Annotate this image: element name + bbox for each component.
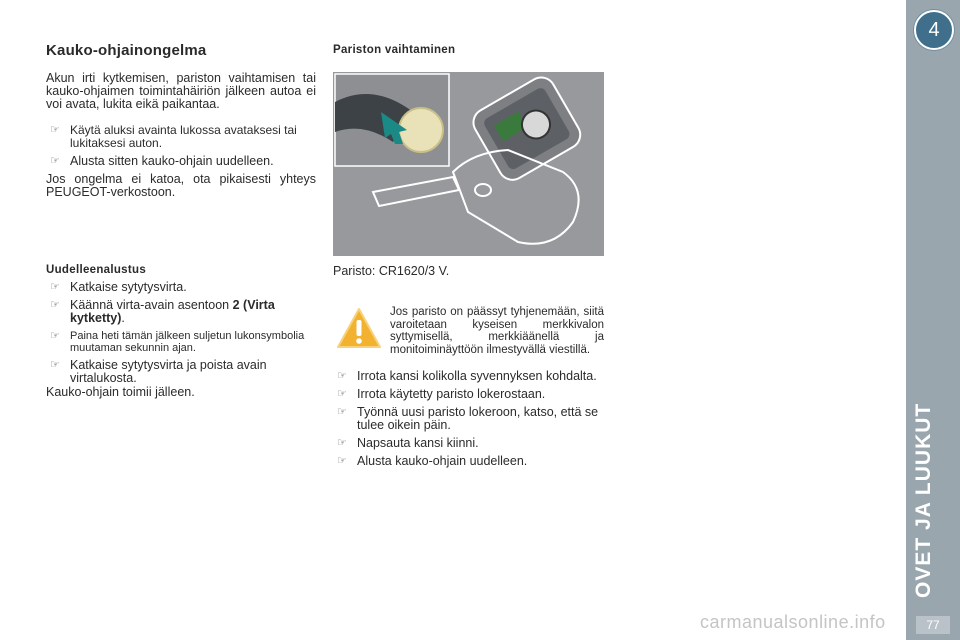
list-item [333,437,605,450]
bullet-text: Katkaise sytytysvirta ja poista avain virtalukosta. [70,358,267,385]
pointing-hand-icon: ☞ [337,370,347,382]
remote-problem-outro: Jos ongelma ei katoa, ota pikaisesti yhteys PEUGEOT-verkostoon. [46,172,316,199]
pointing-hand-icon: ☞ [50,281,60,293]
list-item [333,370,605,383]
pointing-hand-icon: ☞ [337,437,347,449]
pointing-hand-icon: ☞ [50,155,60,167]
bullet-text: Irrota käytetty paristo lokerostaan. [357,387,546,401]
bullet-text: Paina heti tämän jälkeen suljetun lukonsymbolia muutaman sekunnin ajan. [70,330,305,354]
bullet-text: Käytä aluksi avainta lukossa avataksesi tai lukitaksesi auton. [70,123,297,150]
reset-outro: Kauko-ohjain toimii jälleen. [46,385,195,399]
list-item [46,281,316,294]
bullet-text: Työnnä uusi paristo lokeroon, katso, että se tulee oikein päin. [357,405,599,432]
list-item [46,155,316,168]
list-item [46,124,316,150]
remote-key-drawing [333,72,604,256]
bullet-text: Irrota kansi kolikolla syvennyksen kohdalta. [357,369,597,383]
chapter-number-badge: 4 [914,10,954,50]
list-item [46,299,316,325]
section-title-remote-problem: Kauko-ohjainongelma [46,42,207,59]
pointing-hand-icon: ☞ [50,299,60,311]
bullet-text: Alusta kauko-ohjain uudelleen. [357,454,528,468]
bullet-text: Alusta sitten kauko-ohjain uudelleen. [70,154,274,168]
ignition-position-label: 2 (Virta kytketty) [70,298,275,325]
pointing-hand-icon: ☞ [50,359,60,371]
list-item [333,455,605,468]
battery-caption: Paristo: CR1620/3 V. [333,264,450,278]
bullet-text: Käännä virta-avain asentoon [70,298,233,312]
reset-steps [46,281,316,390]
chapter-title: OVET JA LUUKUT [912,402,935,598]
pointing-hand-icon: ☞ [50,330,60,342]
pointing-hand-icon: ☞ [337,406,347,418]
pointing-hand-icon: ☞ [50,124,60,136]
bullet-text-end: . [121,311,125,325]
list-item [46,359,316,385]
bullet-text: Katkaise sytytysvirta. [70,280,187,294]
section-title-battery: Pariston vaihtaminen [333,44,456,56]
key-battery-illustration [333,72,604,256]
section-title-reset: Uudelleenalustus [46,264,147,276]
pointing-hand-icon: ☞ [337,388,347,400]
watermark: carmanualsonline.info [700,612,886,632]
bullet-text: Napsauta kansi kiinni. [357,436,479,450]
remote-problem-intro: Akun irti kytkemisen, pariston vaihtamisen tai kauko-ohjaimen toimintahäiriön jälkeen autoa ei voi avata, lukita eikä paikantaa. [46,71,316,111]
warning-icon [336,306,382,350]
list-item [333,388,605,401]
list-item [333,406,605,432]
battery-warning-text: Jos paristo on päässyt tyhjenemään, siitä varoitetaan kyseisen merkkivalon syttymisellä, merkkiäänellä ja monitoiminäyttöön ilmestyvällä viestillä. [390,306,604,356]
pointing-hand-icon: ☞ [337,455,347,467]
page-number: 77 [916,616,950,634]
list-item [46,330,316,354]
remote-problem-bullets [46,124,316,173]
battery-steps [333,370,605,473]
